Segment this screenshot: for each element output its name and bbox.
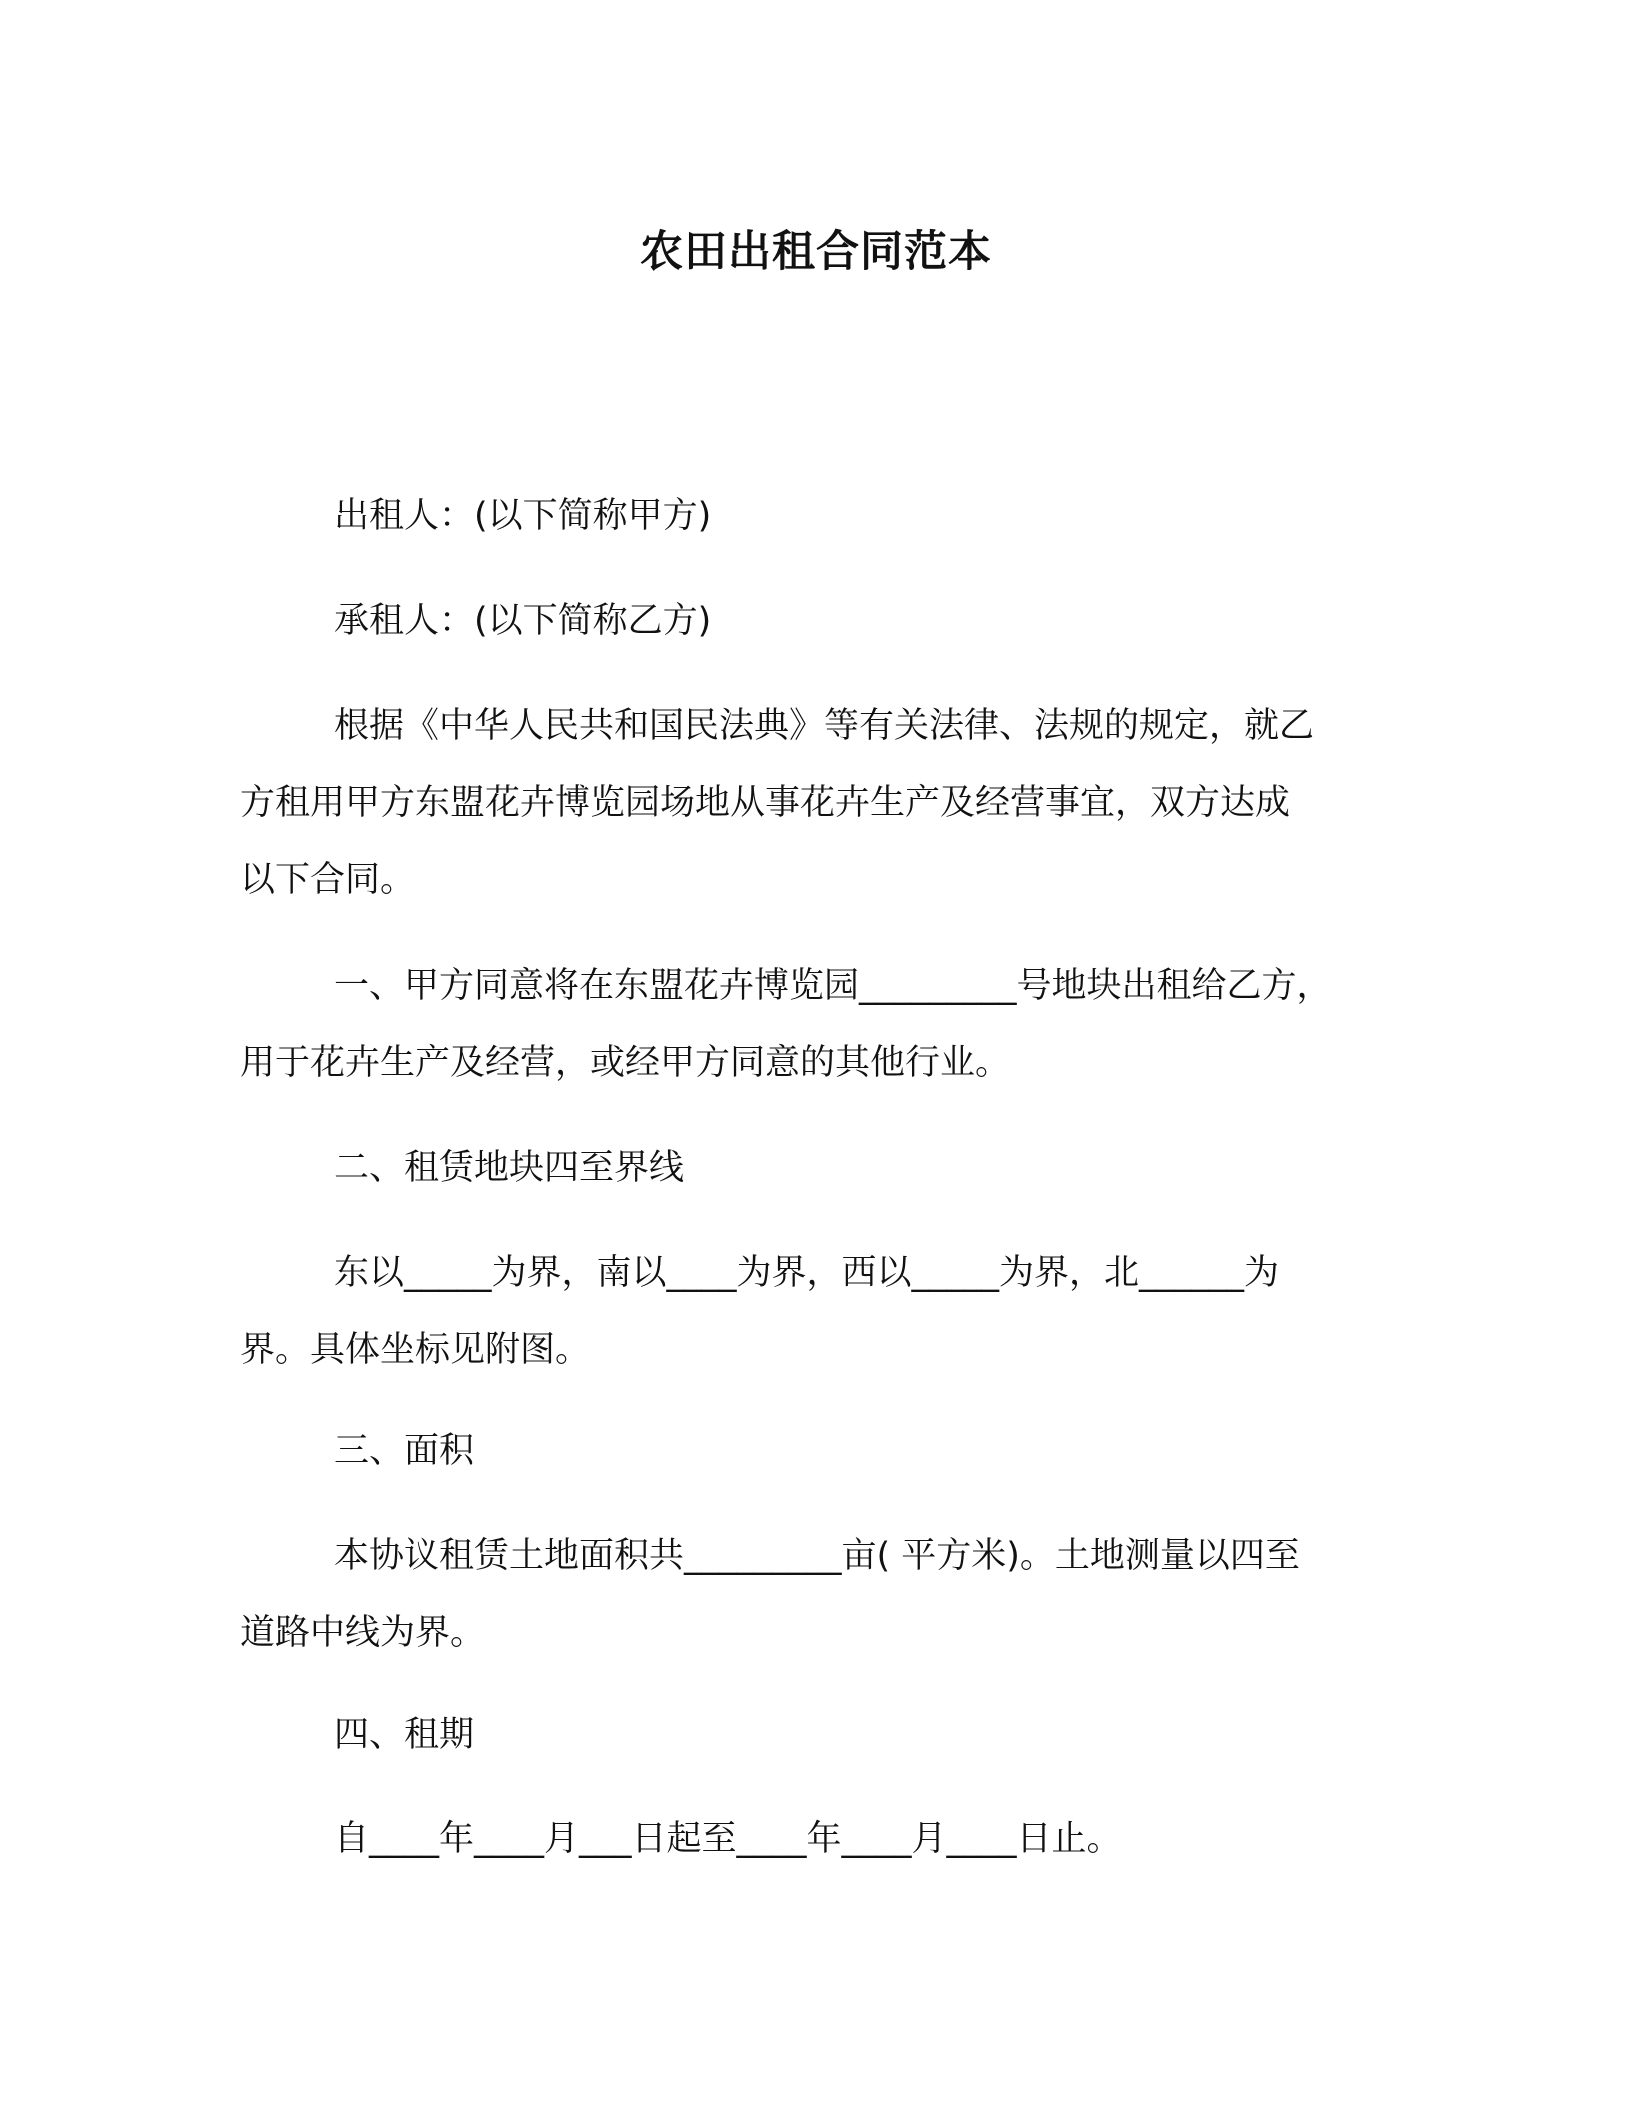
lessor-line: 出租人：(以下简称甲方)	[334, 496, 712, 536]
lessee-line: 承租人：(以下简称乙方)	[334, 601, 712, 641]
clause-3-line-2: 道路中线为界。	[240, 1613, 486, 1653]
clause-2-paragraph	[240, 1235, 1400, 1389]
clause-2-line-2: 界。具体坐标见附图。	[240, 1330, 591, 1370]
clause-3-line-1: 本协议租赁土地面积共_________亩( 平方米)。土地测量以四至	[334, 1536, 1300, 1576]
preamble-line-2: 方租用甲方东盟花卉博览园场地从事花卉生产及经营事宜，双方达成	[240, 783, 1291, 823]
preamble-paragraph	[240, 688, 1400, 919]
clause-4-heading: 四、租期	[334, 1715, 475, 1755]
clause-1-paragraph	[240, 948, 1400, 1102]
clause-3-heading: 三、面积	[334, 1431, 475, 1471]
clause-3-paragraph	[240, 1518, 1400, 1672]
preamble-line-1: 根据《中华人民共和国民法典》等有关法律、法规的规定，就乙	[334, 706, 1315, 746]
clause-2-line-1: 东以_____为界，南以____为界，西以_____为界，北______为	[334, 1253, 1280, 1293]
clause-1-line-1: 一、甲方同意将在东盟花卉博览园_________号地块出租给乙方，	[334, 966, 1332, 1006]
document-title: 农田出租合同范本	[640, 227, 992, 277]
clause-4-body: 自____年____月___日起至____年____月____日止。	[334, 1819, 1122, 1859]
preamble-line-3: 以下合同。	[240, 860, 416, 900]
clause-1-line-2: 用于花卉生产及经营，或经甲方同意的其他行业。	[240, 1043, 1011, 1083]
clause-2-heading: 二、租赁地块四至界线	[334, 1148, 685, 1188]
